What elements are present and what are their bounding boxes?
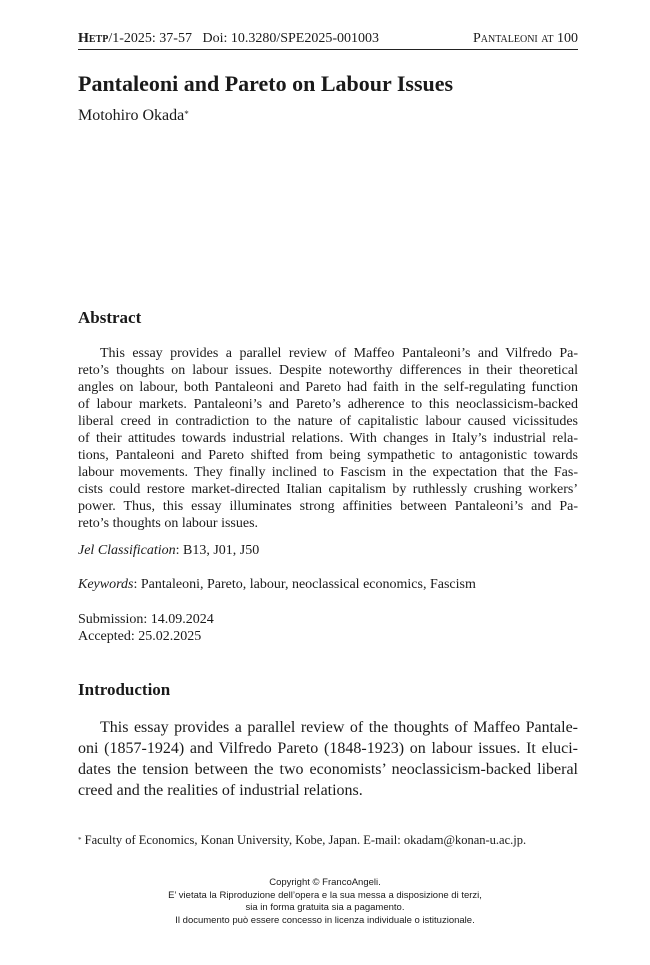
introduction-line: oni (1857-1924) and Vilfredo Pareto (1848-1923) on labour issues. It eluci- <box>78 740 578 757</box>
copyright-line: Copyright © FrancoAngeli. <box>269 877 381 888</box>
paper-title: Pantaleoni and Pareto on Labour Issues <box>78 71 454 96</box>
author-name: Motohiro Okada <box>78 107 185 124</box>
introduction-line: dates the tension between the two economists’ neoclassicism-backed liberal <box>78 761 578 778</box>
abstract-heading: Abstract <box>78 308 142 327</box>
author-affiliation-footnote <box>78 832 526 848</box>
introduction-line: This essay provides a parallel review of the thoughts of Maffeo Pantale- <box>100 719 578 736</box>
jel-codes: : B13, J01, J50 <box>175 543 260 558</box>
footnote-marker: * <box>78 836 82 844</box>
accepted-date: Accepted: 25.02.2025 <box>78 629 202 644</box>
keywords-label: Keywords <box>78 577 134 592</box>
copyright-line: E’ vietata la Riproduzione dell’opera e la sua messa a disposizione di terzi, <box>168 889 482 901</box>
abstract-line: This essay provides a parallel review of Maffeo Pantaleoni’s and Vilfredo Pa- <box>100 346 578 361</box>
issue-pages: /1-2025: 37-57 <box>108 31 192 46</box>
jel-label: Jel Classification <box>78 543 176 558</box>
running-head <box>78 31 578 50</box>
introduction-body <box>78 717 578 801</box>
abstract-line: angles on labour, both Pantaleoni and Pareto had faith in the self-regulating function <box>78 380 578 395</box>
abstract-line: tions, Pantaleoni and Pareto shifted from being sympathetic to antagonistic towards <box>78 448 578 463</box>
author-footnote-marker: * <box>184 109 189 119</box>
section-title: Pantaleoni at 100 <box>473 31 578 46</box>
abstract-line: reto’s thoughts on labour issues. Despite noteworthy differences in their theoretical <box>78 363 578 378</box>
abstract-body <box>78 345 578 532</box>
abstract-line: of their attitudes towards industrial relations. With changes in Italy’s industrial rela- <box>78 431 578 446</box>
abstract-line: liberal creed in contradiction to the nature of capitalistic labour caused vicissitudes <box>78 414 578 429</box>
abstract-line: cists could restore market-directed Italian capitalism by ruthlessly crushing workers’ <box>78 482 578 497</box>
keywords-list: : Pantaleoni, Pareto, labour, neoclassical economics, Fascism <box>133 577 476 592</box>
copyright-line: Il documento può essere concesso in licenza individuale o istituzionale. <box>175 914 475 926</box>
abstract-line: reto’s thoughts on labour issues. <box>78 516 259 531</box>
introduction-heading: Introduction <box>78 680 171 699</box>
doi: Doi: 10.3280/SPE2025-001003 <box>202 31 380 46</box>
footnote-text: Faculty of Economics, Konan University, Kobe, Japan. E-mail: okadam@konan-u.ac.jp. <box>81 833 527 847</box>
copyright-notice <box>0 877 650 927</box>
introduction-line: creed and the realities of industrial relations. <box>78 782 363 799</box>
copyright-line: sia in forma gratuita sia a pagamento. <box>245 902 405 913</box>
abstract-line: labour movements. They finally inclined to Fascism in the expectation that the Fas- <box>78 465 578 480</box>
keywords <box>78 576 476 593</box>
jel-classification <box>78 542 259 559</box>
journal-name: Hetp <box>78 31 109 46</box>
submission-date: Submission: 14.09.2024 <box>78 612 214 627</box>
running-head-citation <box>78 31 379 47</box>
abstract-line: of labour markets. Pantaleoni’s and Pareto’s adherence to this neoclassicism-backed <box>78 397 578 412</box>
author <box>78 106 189 126</box>
abstract-line: power. Thus, this essay illuminates strong affinities between Pantaleoni’s and Pa- <box>78 499 578 514</box>
